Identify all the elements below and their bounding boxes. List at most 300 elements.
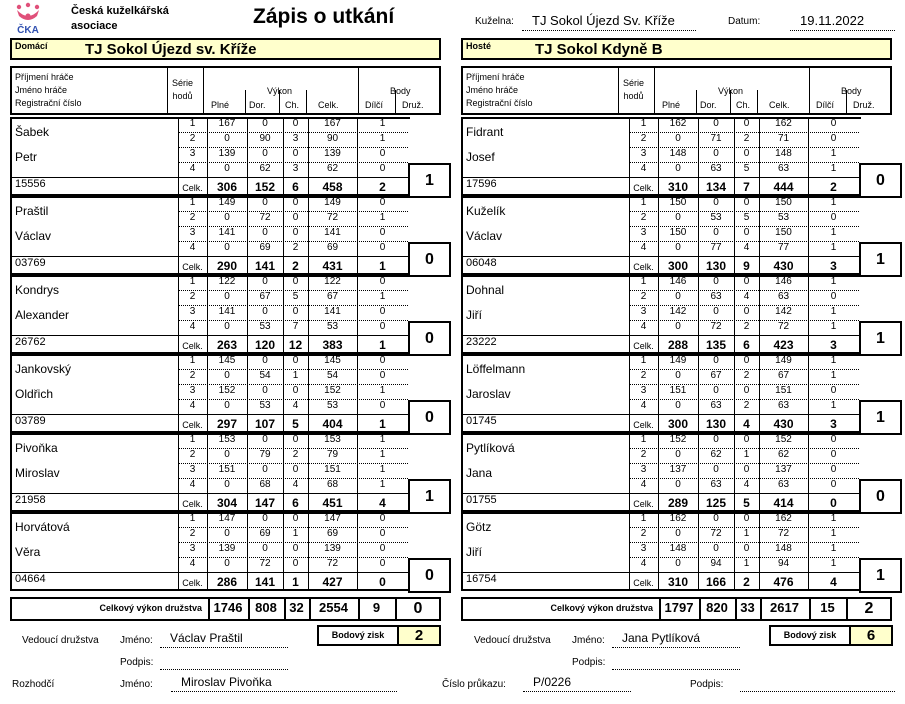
player-firstname: Alexander <box>15 308 70 322</box>
serie-value: 63 <box>710 163 722 174</box>
serie-number: 4 <box>640 242 647 253</box>
serie-value: 0 <box>743 227 750 238</box>
serie-value: 0 <box>224 321 230 332</box>
serie-value: 53 <box>777 212 790 223</box>
serie-value: 141 <box>324 227 341 238</box>
total-value: 6 <box>743 338 750 352</box>
summary-label: Celkový výkon družstva <box>99 603 202 613</box>
serie-value: 0 <box>292 355 299 366</box>
serie-value: 4 <box>292 479 299 490</box>
serie-value: 151 <box>324 464 341 475</box>
serie-value: 0 <box>292 543 299 554</box>
serie-value: 0 <box>379 558 386 569</box>
serie-value: 139 <box>324 543 341 554</box>
serie-value: 72 <box>259 558 271 569</box>
serie-value: 90 <box>326 133 339 144</box>
player-reg-number: 01745 <box>466 415 497 427</box>
player-team-point: 1 <box>859 242 902 277</box>
serie-value: 1 <box>830 242 837 253</box>
serie-value: 139 <box>218 543 236 554</box>
player-team-point: 1 <box>859 321 902 356</box>
serie-value: 150 <box>669 197 687 208</box>
total-value: 5 <box>292 417 299 431</box>
total-value: 5 <box>743 496 750 510</box>
serie-value: 0 <box>675 321 681 332</box>
total-value: 152 <box>254 180 276 194</box>
serie-header-line: Série <box>623 78 645 88</box>
serie-number: 2 <box>189 528 196 539</box>
player-firstname: Oldřich <box>15 387 54 401</box>
serie-number: 3 <box>189 464 196 475</box>
serie-value: 0 <box>830 212 837 223</box>
serie-value: 0 <box>379 197 386 208</box>
summary-plne: 1797 <box>664 600 694 615</box>
total-value: 134 <box>705 180 727 194</box>
serie-number: 3 <box>189 227 196 238</box>
total-value: 1 <box>292 575 299 589</box>
total-value: 12 <box>288 338 303 352</box>
serie-value: 1 <box>292 370 299 381</box>
player-surname: Dohnal <box>466 283 505 297</box>
body-header: Body <box>841 86 862 96</box>
serie-value: 149 <box>669 355 687 366</box>
serie-number: 1 <box>189 355 196 366</box>
serie-value: 142 <box>775 306 792 317</box>
serie-value: 167 <box>324 118 341 129</box>
serie-number: 4 <box>640 479 647 490</box>
serie-value: 152 <box>324 385 341 396</box>
serie-value: 0 <box>675 479 681 490</box>
total-value: 1 <box>379 417 386 431</box>
serie-number: 2 <box>189 449 196 460</box>
serie-number: 1 <box>640 118 647 129</box>
total-value: 2 <box>379 180 386 194</box>
serie-value: 1 <box>379 133 386 144</box>
serie-value: 0 <box>743 148 750 159</box>
serie-value: 1 <box>830 513 837 524</box>
player-reg-number: 16754 <box>466 573 497 585</box>
serie-value: 0 <box>379 370 386 381</box>
player-surname: Kondrys <box>15 283 60 297</box>
serie-value: 62 <box>259 163 271 174</box>
celk-label: Celk. <box>182 183 203 193</box>
player-team-point: 1 <box>408 479 451 514</box>
player-firstname: Josef <box>466 150 495 164</box>
vykon-header: Výkon <box>267 86 293 96</box>
serie-value: 0 <box>224 242 230 253</box>
serie-value: 145 <box>324 355 341 366</box>
serie-value: 0 <box>224 370 230 381</box>
summary-celk: 2554 <box>319 600 348 615</box>
serie-value: 71 <box>777 133 790 144</box>
serie-value: 147 <box>324 513 341 524</box>
serie-number: 1 <box>189 434 196 445</box>
total-value: 300 <box>667 259 689 273</box>
total-value: 476 <box>773 575 794 589</box>
serie-number: 2 <box>189 370 196 381</box>
serie-value: 1 <box>830 227 837 238</box>
player-header-line: Jméno hráče <box>466 85 519 95</box>
serie-value: 3 <box>292 163 299 174</box>
serie-value: 72 <box>326 558 339 569</box>
serie-value: 0 <box>713 513 719 524</box>
serie-value: 0 <box>713 118 719 129</box>
serie-value: 0 <box>830 385 837 396</box>
kuzelna-label: Kuželna: <box>475 16 514 27</box>
prukaz-field[interactable]: P/0226 <box>523 673 631 692</box>
total-value: 130 <box>705 259 727 273</box>
druz-header: Druž. <box>853 100 875 110</box>
home-bodovy-value: 2 <box>399 625 441 646</box>
serie-value: 0 <box>292 434 299 445</box>
serie-value: 68 <box>259 479 271 490</box>
datum-field[interactable]: 19.11.2022 <box>790 12 895 31</box>
serie-value: 0 <box>292 385 299 396</box>
serie-value: 1 <box>830 197 837 208</box>
serie-value: 146 <box>775 276 792 287</box>
serie-value: 0 <box>675 242 681 253</box>
serie-value: 63 <box>777 479 790 490</box>
serie-value: 0 <box>262 148 268 159</box>
serie-value: 0 <box>743 543 750 554</box>
serie-value: 1 <box>743 528 750 539</box>
celk-label: Celk. <box>633 341 654 351</box>
total-value: 444 <box>773 180 794 194</box>
home-bodovy-label: Bodový zisk <box>317 625 399 646</box>
home-team-bar <box>10 38 441 60</box>
serie-value: 0 <box>292 148 299 159</box>
home-podpis-field[interactable] <box>160 651 288 670</box>
player-surname: Pivoňka <box>15 441 58 455</box>
dor-header: Dor. <box>700 100 717 110</box>
player-reg-number: 06048 <box>466 257 497 269</box>
serie-value: 146 <box>669 276 687 287</box>
serie-value: 67 <box>326 291 339 302</box>
player-firstname: Václav <box>466 229 503 243</box>
serie-value: 0 <box>379 321 386 332</box>
total-value: 430 <box>773 259 794 273</box>
serie-value: 122 <box>324 276 341 287</box>
player-reg-number: 15556 <box>15 178 46 190</box>
serie-value: 0 <box>292 464 299 475</box>
player-firstname: Jaroslav <box>466 387 511 401</box>
player-firstname: Jiří <box>466 308 482 322</box>
serie-value: 63 <box>777 400 790 411</box>
serie-value: 151 <box>669 385 687 396</box>
player-reg-number: 17596 <box>466 178 497 190</box>
header-divider <box>654 68 655 113</box>
player-team-point: 0 <box>408 242 451 277</box>
serie-value: 0 <box>675 558 681 569</box>
serie-value: 1 <box>292 528 299 539</box>
serie-value: 150 <box>669 227 687 238</box>
serie-value: 0 <box>379 242 386 253</box>
total-value: 458 <box>322 180 343 194</box>
player-header <box>15 71 82 110</box>
serie-value: 72 <box>777 321 790 332</box>
total-value: 4 <box>379 496 386 510</box>
serie-value: 2 <box>292 449 299 460</box>
serie-value: 139 <box>218 148 236 159</box>
serie-value: 0 <box>262 118 268 129</box>
player-firstname: Jana <box>466 466 493 480</box>
serie-value: 153 <box>324 434 341 445</box>
player-surname: Horvátová <box>15 520 70 534</box>
summary-ch: 33 <box>740 600 755 615</box>
home-vedouci-field[interactable]: Václav Praštil <box>160 629 288 648</box>
total-value: 130 <box>705 417 727 431</box>
page-title: Zápis o utkání <box>253 5 395 28</box>
summary-celk: 2617 <box>770 600 799 615</box>
summary-druz: 0 <box>413 600 423 617</box>
player-team-point: 0 <box>859 479 902 514</box>
serie-value: 150 <box>775 197 792 208</box>
datum-label: Datum: <box>728 16 761 27</box>
serie-value: 62 <box>326 163 339 174</box>
player-header-line: Registrační číslo <box>15 98 82 108</box>
serie-value: 145 <box>218 355 236 366</box>
serie-value: 77 <box>777 242 790 253</box>
total-value: 4 <box>743 417 750 431</box>
serie-value: 0 <box>224 449 230 460</box>
serie-value: 1 <box>743 558 750 569</box>
serie-value: 0 <box>379 400 386 411</box>
header-divider <box>358 68 359 113</box>
total-value: 6 <box>292 496 299 510</box>
total-value: 166 <box>705 575 727 589</box>
serie-header <box>172 77 193 103</box>
total-value: 9 <box>743 259 750 273</box>
total-value: 147 <box>254 496 276 510</box>
serie-value: 0 <box>713 276 719 287</box>
rozhodci-label: Rozhodčí <box>12 679 55 690</box>
serie-number: 2 <box>640 370 647 381</box>
summary-druz: 2 <box>864 600 874 617</box>
serie-value: 0 <box>292 513 299 524</box>
serie-value: 1 <box>830 163 837 174</box>
header-divider <box>757 90 758 113</box>
player-block <box>461 512 892 591</box>
player-block <box>10 354 441 433</box>
kuzelna-field[interactable]: TJ Sokol Újezd Sv. Kříže <box>522 12 696 31</box>
serie-value: 69 <box>259 242 271 253</box>
summary-dor: 808 <box>255 600 277 615</box>
prukaz-label: Číslo průkazu: <box>442 679 506 690</box>
serie-value: 0 <box>292 197 299 208</box>
player-block <box>461 117 892 196</box>
total-value: 451 <box>322 496 343 510</box>
serie-value: 94 <box>777 558 790 569</box>
serie-value: 63 <box>710 400 722 411</box>
player-block <box>10 275 441 354</box>
player-block <box>461 433 892 512</box>
serie-value: 0 <box>743 355 750 366</box>
serie-number: 1 <box>189 118 196 129</box>
serie-value: 0 <box>713 464 719 475</box>
footer-podpis-field[interactable] <box>740 673 895 692</box>
total-value: 1 <box>379 259 386 273</box>
serie-number: 2 <box>640 291 647 302</box>
summary-row <box>10 597 441 621</box>
footer-podpis-label: Podpis: <box>690 679 724 690</box>
player-block <box>10 196 441 275</box>
serie-number: 4 <box>189 479 196 490</box>
serie-value: 72 <box>259 212 271 223</box>
vykon-header: Výkon <box>718 86 744 96</box>
total-value: 300 <box>667 417 689 431</box>
player-team-point: 1 <box>859 400 902 435</box>
guest-vedouci-field[interactable]: Jana Pytlíková <box>612 629 740 648</box>
serie-value: 1 <box>830 276 837 287</box>
serie-value: 0 <box>713 385 719 396</box>
summary-dilci: 9 <box>372 600 381 615</box>
serie-value: 137 <box>669 464 687 475</box>
summary-label: Celkový výkon družstva <box>550 603 653 613</box>
header-divider <box>809 68 810 113</box>
serie-value: 63 <box>710 479 722 490</box>
serie-number: 4 <box>640 163 647 174</box>
serie-value: 148 <box>669 543 687 554</box>
player-block <box>461 196 892 275</box>
serie-value: 0 <box>292 118 299 129</box>
home-label: Domácí <box>15 41 48 51</box>
serie-number: 4 <box>189 400 196 411</box>
rozhodci-field[interactable]: Miroslav Pivoňka <box>171 673 397 692</box>
serie-number: 3 <box>640 306 647 317</box>
home-column-header <box>10 66 441 115</box>
serie-value: 0 <box>224 528 230 539</box>
serie-value: 1 <box>830 355 837 366</box>
serie-value: 69 <box>326 528 339 539</box>
rozhodci-jmeno-label: Jméno: <box>120 679 153 690</box>
serie-number: 1 <box>640 355 647 366</box>
player-surname: Fidrant <box>466 125 504 139</box>
celk-header: Celk. <box>769 100 790 110</box>
serie-value: 0 <box>743 464 750 475</box>
total-value: 431 <box>322 259 343 273</box>
player-block <box>10 117 441 196</box>
player-firstname: Václav <box>15 229 52 243</box>
serie-value: 1 <box>379 464 386 475</box>
serie-value: 0 <box>830 133 837 144</box>
serie-number: 1 <box>640 434 647 445</box>
serie-number: 3 <box>640 464 647 475</box>
org-line-1: Česká kuželkářská <box>71 5 169 17</box>
celk-label: Celk. <box>182 578 203 588</box>
serie-value: 54 <box>259 370 271 381</box>
serie-value: 149 <box>218 197 236 208</box>
serie-number: 4 <box>640 400 647 411</box>
serie-number: 2 <box>189 212 196 223</box>
serie-number: 4 <box>640 321 647 332</box>
player-firstname: Věra <box>15 545 41 559</box>
serie-value: 5 <box>292 291 299 302</box>
serie-value: 0 <box>262 227 268 238</box>
serie-value: 0 <box>743 197 750 208</box>
player-surname: Götz <box>466 520 492 534</box>
serie-value: 0 <box>379 513 386 524</box>
player-reg-number: 03789 <box>15 415 46 427</box>
header-divider <box>203 68 204 113</box>
serie-value: 1 <box>830 321 837 332</box>
serie-value: 1 <box>830 306 837 317</box>
player-header-line: Příjmení hráče <box>466 72 525 82</box>
player-header-line: Příjmení hráče <box>15 72 74 82</box>
organization-name <box>71 4 169 34</box>
serie-value: 0 <box>262 543 268 554</box>
ch-header: Ch. <box>736 100 751 110</box>
serie-value: 1 <box>379 385 386 396</box>
serie-value: 0 <box>713 434 719 445</box>
serie-value: 150 <box>775 227 792 238</box>
total-value: 125 <box>705 496 727 510</box>
guest-column-header <box>461 66 892 115</box>
serie-number: 1 <box>640 513 647 524</box>
serie-value: 0 <box>675 291 681 302</box>
serie-value: 0 <box>224 133 230 144</box>
serie-number: 1 <box>189 197 196 208</box>
summary-row <box>461 597 892 621</box>
celk-header: Celk. <box>318 100 339 110</box>
serie-value: 4 <box>743 242 750 253</box>
player-surname: Praštil <box>15 204 49 218</box>
total-value: 310 <box>667 180 689 194</box>
serie-value: 0 <box>379 528 386 539</box>
serie-number: 3 <box>189 543 196 554</box>
serie-value: 1 <box>379 449 386 460</box>
serie-value: 152 <box>669 434 687 445</box>
total-value: 404 <box>322 417 343 431</box>
player-firstname: Petr <box>15 150 38 164</box>
total-value: 7 <box>743 180 750 194</box>
serie-value: 71 <box>710 133 722 144</box>
serie-value: 67 <box>777 370 790 381</box>
total-value: 297 <box>216 417 238 431</box>
player-header-line: Jméno hráče <box>15 85 68 95</box>
serie-value: 1 <box>379 434 386 445</box>
guest-vedouci-label: Vedoucí družstva <box>474 635 551 646</box>
player-surname: Jankovský <box>15 362 72 376</box>
serie-value: 5 <box>743 212 750 223</box>
player-surname: Kuželík <box>466 204 506 218</box>
plne-header: Plné <box>662 100 681 110</box>
total-value: 141 <box>254 259 276 273</box>
serie-value: 53 <box>259 400 271 411</box>
guest-podpis-field[interactable] <box>612 651 740 670</box>
total-value: 286 <box>216 575 238 589</box>
player-team-point: 1 <box>859 558 902 593</box>
serie-value: 0 <box>713 148 719 159</box>
total-value: 306 <box>216 180 238 194</box>
serie-value: 148 <box>669 148 687 159</box>
serie-value: 0 <box>224 558 230 569</box>
serie-value: 72 <box>777 528 790 539</box>
total-value: 6 <box>292 180 299 194</box>
total-value: 290 <box>216 259 238 273</box>
summary-ch: 32 <box>289 600 304 615</box>
serie-number: 3 <box>189 306 196 317</box>
serie-value: 1 <box>830 370 837 381</box>
serie-header <box>623 77 644 103</box>
serie-value: 67 <box>259 291 271 302</box>
player-surname: Löffelmann <box>466 362 526 376</box>
druz-header: Druž. <box>402 100 424 110</box>
total-value: 141 <box>254 575 276 589</box>
summary-dor: 820 <box>706 600 728 615</box>
serie-value: 0 <box>713 227 719 238</box>
serie-value: 151 <box>775 385 792 396</box>
serie-value: 139 <box>324 148 341 159</box>
